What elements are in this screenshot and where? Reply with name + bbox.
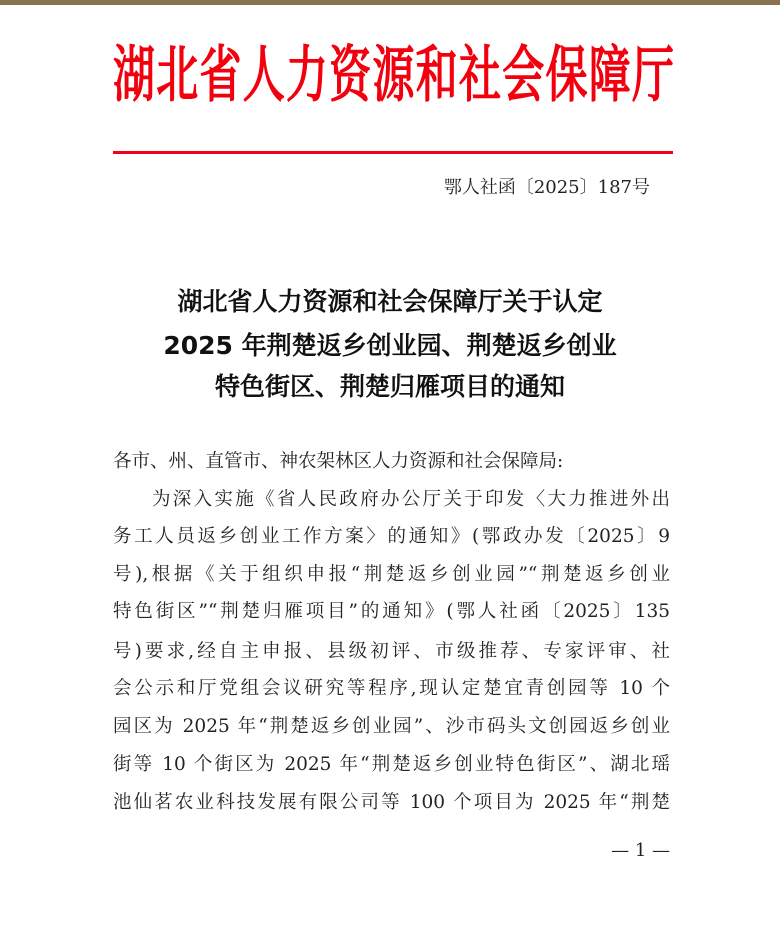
letterhead-red-rule <box>113 151 673 154</box>
body-line: 池仙茗农业科技发展有限公司等 100 个项目为 2025 年“荆楚 <box>113 792 670 813</box>
body-line: 特色街区”“荆楚归雁项目”的通知》(鄂人社函〔2025〕135 <box>113 601 670 622</box>
top-border <box>0 0 780 5</box>
body-line: 会公示和厅党组会议研究等程序,现认定楚宜青创园等 10 个 <box>113 678 670 699</box>
body-line: 号)要求,经自主申报、县级初评、市级推荐、专家评审、社 <box>113 641 670 662</box>
document-title-line: 湖北省人力资源和社会保障厅关于认定 <box>177 287 603 316</box>
letterhead-org-name: 湖北省人力资源和社会保障厅 <box>113 38 673 110</box>
document-title-line: 特色街区、荆楚归雁项目的通知 <box>214 372 565 401</box>
document-number: 鄂人社函〔2025〕187号 <box>443 177 650 198</box>
page-number: — 1 — <box>611 840 670 861</box>
body-line: 务工人员返乡创业工作方案〉的通知》(鄂政办发〔2025〕9 <box>113 526 670 547</box>
body-line: 号),根据《关于组织申报“荆楚返乡创业园”“荆楚返乡创业 <box>113 564 670 585</box>
body-line: 园区为 2025 年“荆楚返乡创业园”、沙市码头文创园返乡创业 <box>113 716 670 737</box>
body-line: 为深入实施《省人民政府办公厅关于印发〈大力推进外出 <box>152 489 670 510</box>
body-line: 街等 10 个街区为 2025 年“荆楚返乡创业特色街区”、湖北瑶 <box>113 754 670 775</box>
document-title-line: 2025 年荆楚返乡创业园、荆楚返乡创业 <box>163 331 617 360</box>
addressee: 各市、州、直管市、神农架林区人力资源和社会保障局: <box>113 451 564 472</box>
